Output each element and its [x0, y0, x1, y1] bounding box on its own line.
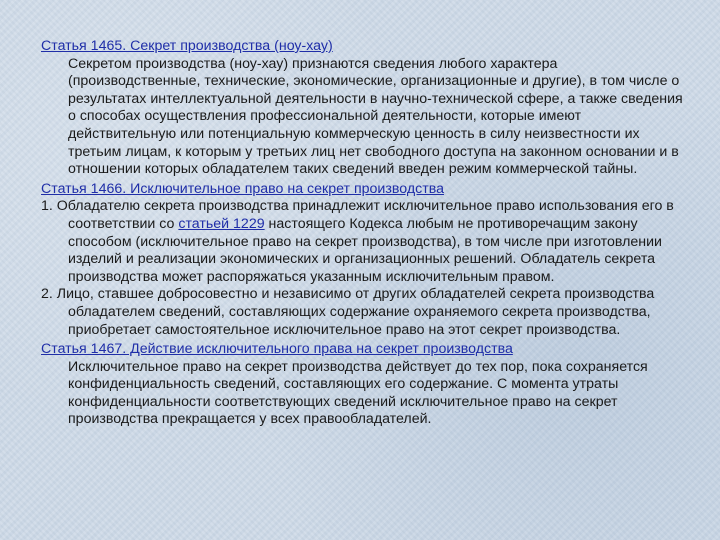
article-1465-text: Секретом производства (ноу-хау) признаются сведения любого характера (производственные, технические, экономические, организационные и другие), в том числе о результатах интеллектуальной деятельности в научно-технической сфере, а также сведения о способах осуществления профессиональной деятельности, которые имеют действительную или потенциальную коммерческую ценность в силу неизвестности их третьим лицам, к которым у третьих лиц нет свободного доступа на законном основании и в отношении которых обладателем таких сведений введен режим коммерческой тайны.: [68, 55, 683, 178]
article-1466-item-1: [41, 198, 691, 286]
article-1467-heading[interactable]: Статья 1467. Действие исключительного права на секрет производства: [41, 341, 513, 358]
article-1229-link[interactable]: статьей 1229: [178, 215, 265, 232]
item-1-text-start: 1. Обладателю секрета производства принадлежит исключительное право использования его в соответствии со: [41, 198, 674, 232]
article-1466-heading[interactable]: Статья 1466. Исключительное право на секрет производства: [41, 180, 444, 197]
item-1-text-end: настоящего Кодекса любым не противоречащим закону способом (исключительное право на секрет производства), в том числе при изготовлении изделий и реализации экономических и организационных решений. Обладатель секрета производства может распоряжаться указанным исключительным правом.: [68, 215, 662, 285]
article-1465-heading[interactable]: Статья 1465. Секрет производства (ноу-хау): [41, 38, 333, 54]
article-1467-text: Исключительное право на секрет производства действует до тех пор, пока сохраняется конфиденциальность сведений, составляющих его содержание. С момента утраты конфиденциальности соответствующих сведений исключительное право на секрет производства прекращается у всех правообладателей.: [68, 358, 648, 428]
article-1466-item-2: 2. Лицо, ставшее добросовестно и независимо от других обладателей секрета производства обладателем сведений, составляющих содержание охраняемого секрета производства, приобретает самостоятельное исключительное право на этот секрет производства.: [41, 286, 655, 338]
document-body: [41, 38, 691, 429]
